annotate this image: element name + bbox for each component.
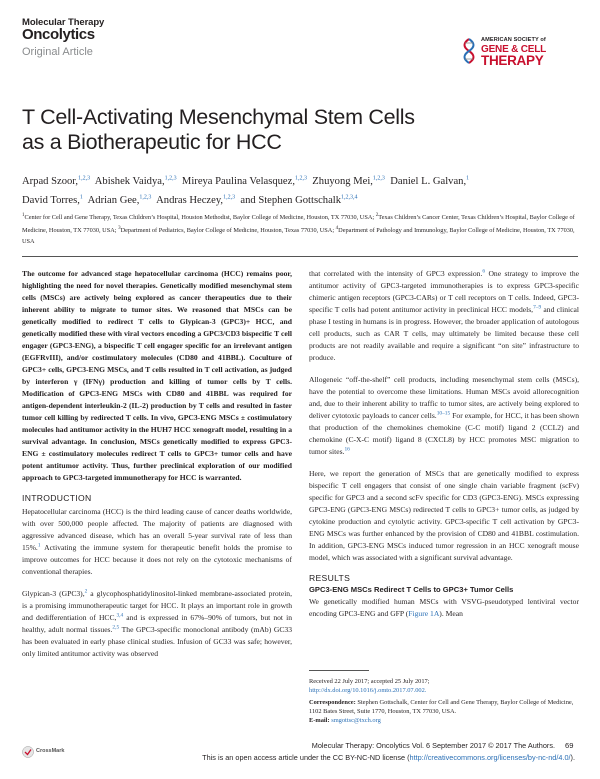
- license-link[interactable]: http://creativecommons.org/licenses/by-nc-nd/4.0/: [409, 753, 571, 762]
- author-list: [22, 170, 582, 209]
- affiliation: $^3$Department of Pediatrics, Baylor College of Medicine, Houston, Texas 77030, USA;: [118, 226, 336, 235]
- author-line-1: [22, 170, 582, 190]
- left-column: [22, 268, 292, 660]
- crossmark-badge[interactable]: [22, 745, 82, 759]
- logo-line-2: GENE & CELL: [481, 44, 547, 55]
- doi-link[interactable]: http://dx.doi.org/10.1016/j.omto.2017.07.002.: [309, 687, 427, 694]
- reference-link[interactable]: 10–15: [436, 410, 451, 417]
- affiliation: $^1$Center for Cell and Gene Therapy, Texas Children’s Hospital, Houston Methodist, Baylor College of Medicine, Houston, TX 77030, USA;: [22, 213, 376, 222]
- email-link[interactable]: smgottsc@txch.org: [331, 717, 381, 724]
- author: Daniel L. Galvan,$^1$: [390, 175, 470, 187]
- author: Arpad Szoor,$^{1,2,3}$: [22, 175, 91, 187]
- paragraph: that correlated with the intensity of GPC3 expression.$^6$ One strategy to improve the antitumor activity of GPC3-targeted immunotherapies is to express GPC3-specific chimeric antigen receptors (GPC3-CARs) or T cell receptors on T cells. Indeed, GPC3-specific T cells had potent antitumor activity in preclinical HCC models,$^{7-9}$ and clinical phase I testing in humans is in progress. However, the broader application of autologous cell products, such as CAR T cells, may ultimately be limited because these cell products are not readily available and require a significant “on site” infrastructure to produce.: [309, 268, 580, 362]
- correspondence: Correspondence: Stephen Gottschalk, Center for Cell and Gene Therapy, Baylor College of Medicine, 1102 Bates Street, Suite 1770, Houston, TX 77030, USA.: [309, 699, 574, 715]
- author: Zhuyong Mei,$^{1,2,3}$: [312, 175, 385, 187]
- reference-link[interactable]: 16: [344, 446, 350, 453]
- footnote: [309, 677, 579, 725]
- author: Abishek Vaidya,$^{1,2,3}$: [94, 175, 177, 187]
- page-number: 69: [565, 741, 574, 750]
- journal-name: Molecular Therapy: [22, 17, 105, 28]
- author: Adrian Gee,$^{1,2,3}$: [87, 194, 152, 207]
- footnote-divider: [309, 670, 369, 671]
- affiliation: $^4$Department of Pathology and Immunology, Baylor College of Medicine, Houston, TX 77030, USA: [22, 226, 575, 246]
- subsection-heading: GPC3-ENG MSCs Redirect T Cells to GPC3+ Tumor Cells: [309, 585, 514, 594]
- logo-line-3: THERAPY: [481, 53, 544, 68]
- section-heading-results: RESULTS: [309, 573, 351, 583]
- title-line: T Cell-Activating Mesenchymal Stem Cells: [22, 105, 415, 129]
- affiliations: [22, 210, 582, 247]
- author: David Torres,$^1$: [22, 194, 83, 207]
- reference-link[interactable]: 7–9: [533, 304, 542, 311]
- reference-link[interactable]: 2: [84, 588, 88, 595]
- article-title: [22, 105, 542, 155]
- reference-link[interactable]: 2,5: [112, 624, 120, 631]
- header-divider: [22, 256, 578, 257]
- license-notice: This is an open access article under the CC BY-NC-ND license (http://creativecommons.org/licenses/by-nc-nd/4.0/).: [202, 753, 575, 762]
- intro-paragraph-1: Hepatocellular carcinoma (HCC) is the third leading cause of cancer deaths worldwide, with over 500,000 people affected. The majority of patients are diagnosed with aggressive advanced disease, which has an overall 5-year survival rate of less than 15%.$^1$ Activating the immune system for therapeutic benefit holds the promise to improve outcomes for HCC because it does not rely on the cytotoxic mechanisms of conventional therapies.: [22, 507, 292, 576]
- paragraph: Allogeneic “off-the-shelf” cell products, including mesenchymal stem cells (MSCs), have the potential to overcome these limitations. Human MSCs avoid allorecognition and, due to their inherent ability to traffic to tumor sites, are actively being explored to deliver cytotoxic payloads to cancer cells.$^{10-15}$ For example, for HCC, it has been shown that production of the chemokines chemokine (C-C motif) ligand 2 (CCL2) and chemokine (C-X-C motif) ligand 8 (CXCL8) by HCC promotes MSC migration to tumor sites.$^{16}$: [309, 375, 580, 456]
- author-line-2: [22, 190, 582, 210]
- footer-citation: Molecular Therapy: Oncolytics Vol. 6 September 2017 © 2017 The Authors.: [311, 741, 555, 750]
- logo-line-1: AMERICAN SOCIETY of: [481, 37, 546, 43]
- reference-link[interactable]: 3,4: [116, 612, 124, 619]
- received-dates: Received 22 July 2017; accepted 25 July 2017;: [309, 678, 430, 685]
- article-type: Original Article: [22, 46, 93, 58]
- society-logo: [459, 36, 579, 68]
- right-column: [309, 268, 579, 620]
- author: Andras Heczey,$^{1,2,3}$: [156, 194, 236, 207]
- crossmark-label: CrossMark: [36, 748, 65, 754]
- author: Mireya Paulina Velasquez,$^{1,2,3}$: [181, 175, 307, 187]
- section-heading-introduction: INTRODUCTION: [22, 493, 92, 503]
- abstract: The outcome for advanced stage hepatocellular carcinoma (HCC) remains poor, highlighting the need for novel therapies. Genetically modified mesenchymal stem cells (MSCs) are actively being explored as cancer therapeutics due to their inherent ability to migrate to tumor sites. We reasoned that MSCs can be genetically modified to redirect T cells to Glypican-3 (GPC3)+ HCC, and genetically modified these with viral vectors encoding a GPC3/CD3 bispecific T cell engager (GPC3-ENG), a bispecific T cell engager specific for an irrelevant antigen (EGFRvIII), and/or costimulatory molecules (CD80 and 41BBL). Coculture of GPC3+ cells, GPC3-ENG MSCs, and T cells resulted in T cell activation, as judged by interferon γ (IFNγ) production and killing of tumor cells by T cells. Modification of GPC3-ENG MSCs with CD80 and 41BBL was required for antigen-dependent interleukin-2 (IL-2) production by T cells and resulted in faster tumor cell killing by redirected T cells. In vivo, GPC3-ENG MSCs ± costimulatory molecules had antitumor activity in the HUH7 HCC xenograft model, resulting in a survival advantage. In conclusion, MSCs genetically modified to express GPC3-ENG ± costimulatory molecules redirect T cells to GPC3+ tumor cells and have potent antitumor activity. Thus, further preclinical exploration of our modified approach to GPC3-targeted immunotherapy for HCC is warranted.: [22, 269, 292, 482]
- results-paragraph: We genetically modified human MSCs with VSVG-pseudotyped lentiviral vector encoding GPC3-ENG and GFP (Figure 1A). Mean: [309, 597, 579, 618]
- reference-link[interactable]: 1: [37, 542, 41, 549]
- intro-paragraph-2: Glypican-3 (GPC3),$^2$ a glycophosphatidylinositol-linked membrane-associated protein, is a promising immunotherapeutic target for HCC. It plays an important role in growth and dedifferentiation of HCC,$^{3,4}$ and is expressed in 67%–90% of tumors, but not in healthy, adult normal tissues.$^{2,5}$ The GPC3-specific monoclonal antibody (mAb) GC33 has been evaluated in early phase clinical studies. Infusion of GC33 was safe; however, only limited antitumor activity was observed: [22, 588, 292, 658]
- crossmark-icon: [22, 746, 34, 758]
- author: and Stephen Gottschalk$^{1,2,3,4}$: [240, 194, 358, 207]
- figure-link[interactable]: Figure 1A: [408, 609, 440, 618]
- affiliation: $^2$Texas Children’s Cancer Center, Texas Children’s Hospital, Baylor College of Medicine, Houston, TX 77030, USA;: [22, 213, 575, 235]
- journal-subtitle: Oncolytics: [22, 26, 95, 43]
- reference-link[interactable]: 6: [482, 268, 486, 275]
- title-line: as a Biotherapeutic for HCC: [22, 130, 282, 154]
- paragraph: Here, we report the generation of MSCs that are genetically modified to express bispecific T cell engagers that consist of one single chain variable fragment (scFv) specific for GPC3 and a second scFv specific for CD3 (GPC3-ENG). MSCs expressing GPC3-ENG (GPC3-ENG MSCs) redirected T cells to GPC3+ tumor cells, as judged by cytokine production and cytolytic activity. GPC3-specific T cell activation by GPC3-ENG MSCs was further enhanced by the provision of CD80 and 41BBL costimulation. In addition, GPC3-ENG MSCs induced tumor regression in an HCC xenograft mouse model, which was associated with a significant survival advantage.: [309, 469, 579, 562]
- asgct-logo-icon: [459, 38, 479, 64]
- email-line: E-mail: smgottsc@txch.org: [309, 717, 381, 724]
